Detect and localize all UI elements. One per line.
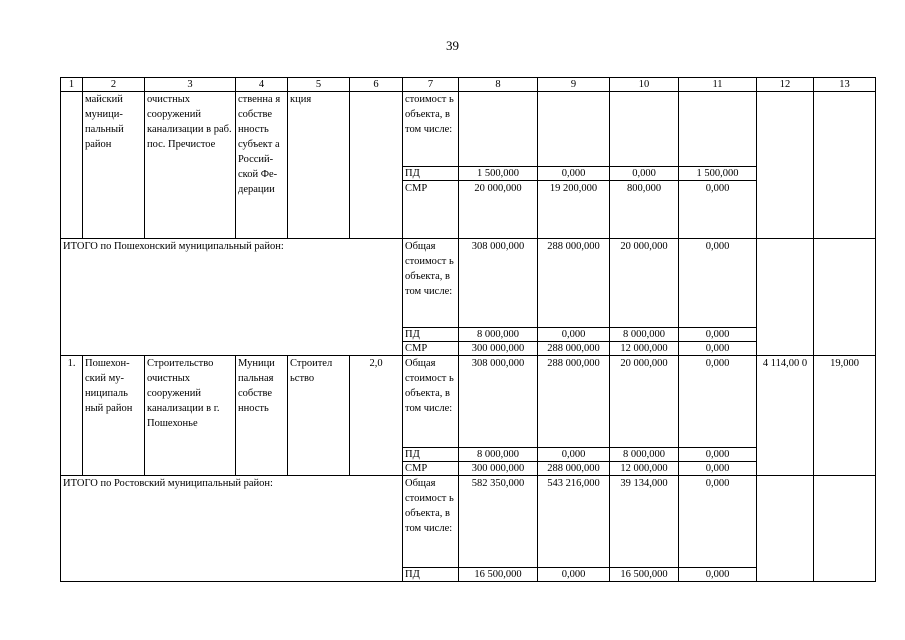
column-header: 8 (459, 78, 538, 92)
cell-ownership: ственна я собстве нность субъект а Россий-ской Фе-дерации (236, 92, 288, 239)
value-c10: 800,000 (610, 181, 679, 239)
value-c8: 300 000,000 (459, 342, 538, 356)
pd-label: ПД (403, 328, 459, 342)
column-header: 12 (757, 78, 814, 92)
cell-district: Пошехон-ский му-ниципаль ный район (83, 356, 145, 476)
investment-table (60, 77, 876, 582)
total-row (61, 239, 876, 328)
total-row (61, 476, 876, 568)
value-c10: 12 000,000 (610, 462, 679, 476)
table-row (61, 92, 876, 167)
column-header: 6 (350, 78, 403, 92)
column-header: 9 (538, 78, 610, 92)
column-header: 11 (679, 78, 757, 92)
cell-object: Строительство очистных сооружений канализации в г. Пошехонье (145, 356, 236, 476)
value-c8: 8 000,000 (459, 328, 538, 342)
cell-col6 (350, 92, 403, 239)
column-header: 3 (145, 78, 236, 92)
cell-c13 (814, 92, 876, 239)
value-c10: 12 000,000 (610, 342, 679, 356)
value-c8: 1 500,000 (459, 167, 538, 181)
cell-c13 (814, 476, 876, 582)
value-c8: 8 000,000 (459, 448, 538, 462)
table-row (61, 356, 876, 448)
column-header: 10 (610, 78, 679, 92)
value-c11: 0,000 (679, 476, 757, 568)
value-c11: 0,000 (679, 342, 757, 356)
cell-cost-label: Общая стоимост ь объекта, в том числе: (403, 239, 459, 328)
smr-label: СМР (403, 462, 459, 476)
cell-capacity: 2,0 (350, 356, 403, 476)
value-c10: 20 000,000 (610, 356, 679, 448)
value-c10: 0,000 (610, 167, 679, 181)
cell-c12 (757, 239, 814, 356)
cell-c9 (538, 92, 610, 167)
value-c9: 0,000 (538, 167, 610, 181)
value-c8: 16 500,000 (459, 568, 538, 582)
cell-object: очистных сооружений канализации в раб. пос. Пречистое (145, 92, 236, 239)
column-header: 13 (814, 78, 876, 92)
cell-cost-label: Общая стоимост ь объекта, в том числе: (403, 356, 459, 448)
total-label: ИТОГО по Ростовский муниципальный район: (61, 476, 403, 582)
cell-c11 (679, 92, 757, 167)
pd-label: ПД (403, 167, 459, 181)
value-c9: 543 216,000 (538, 476, 610, 568)
value-c9: 0,000 (538, 328, 610, 342)
column-number-row (61, 78, 876, 92)
value-c9: 288 000,000 (538, 342, 610, 356)
value-c11: 0,000 (679, 462, 757, 476)
value-c9: 0,000 (538, 448, 610, 462)
value-c9: 288 000,000 (538, 356, 610, 448)
cell-c12 (757, 92, 814, 239)
value-c10: 20 000,000 (610, 239, 679, 328)
value-c9: 288 000,000 (538, 462, 610, 476)
cell-row-number: 1. (61, 356, 83, 476)
smr-label: СМР (403, 342, 459, 356)
cell-c10 (610, 92, 679, 167)
cell-cost-label: Общая стоимост ь объекта, в том числе: (403, 476, 459, 568)
value-c11: 1 500,000 (679, 167, 757, 181)
value-c8: 308 000,000 (459, 239, 538, 328)
column-header: 7 (403, 78, 459, 92)
value-c11: 0,000 (679, 568, 757, 582)
value-c9: 19 200,000 (538, 181, 610, 239)
value-c11: 0,000 (679, 181, 757, 239)
value-c10: 8 000,000 (610, 328, 679, 342)
cell-district: майский муници-пальный район (83, 92, 145, 239)
value-c10: 39 134,000 (610, 476, 679, 568)
column-header: 4 (236, 78, 288, 92)
value-c11: 0,000 (679, 356, 757, 448)
cell-c13: 19,000 (814, 356, 876, 476)
pd-label: ПД (403, 448, 459, 462)
value-c8: 300 000,000 (459, 462, 538, 476)
cell-ownership: Муници пальная собстве нность (236, 356, 288, 476)
value-c8: 582 350,000 (459, 476, 538, 568)
column-header: 2 (83, 78, 145, 92)
column-header: 5 (288, 78, 350, 92)
smr-label: СМР (403, 181, 459, 239)
cell-c13 (814, 239, 876, 356)
value-c9: 0,000 (538, 568, 610, 582)
cell-cost-label: стоимост ь объекта, в том числе: (403, 92, 459, 167)
page-number: 39 (446, 38, 459, 53)
cell-c12: 4 114,00 0 (757, 356, 814, 476)
value-c8: 20 000,000 (459, 181, 538, 239)
value-c10: 8 000,000 (610, 448, 679, 462)
cell-work-type: Строител ьство (288, 356, 350, 476)
cell-c8 (459, 92, 538, 167)
cell-col1 (61, 92, 83, 239)
total-label: ИТОГО по Пошехонский муниципальный район: (61, 239, 403, 356)
column-header: 1 (61, 78, 83, 92)
value-c11: 0,000 (679, 448, 757, 462)
value-c11: 0,000 (679, 328, 757, 342)
value-c10: 16 500,000 (610, 568, 679, 582)
cell-work-type: кция (288, 92, 350, 239)
pd-label: ПД (403, 568, 459, 582)
value-c8: 308 000,000 (459, 356, 538, 448)
cell-c12 (757, 476, 814, 582)
value-c9: 288 000,000 (538, 239, 610, 328)
value-c11: 0,000 (679, 239, 757, 328)
